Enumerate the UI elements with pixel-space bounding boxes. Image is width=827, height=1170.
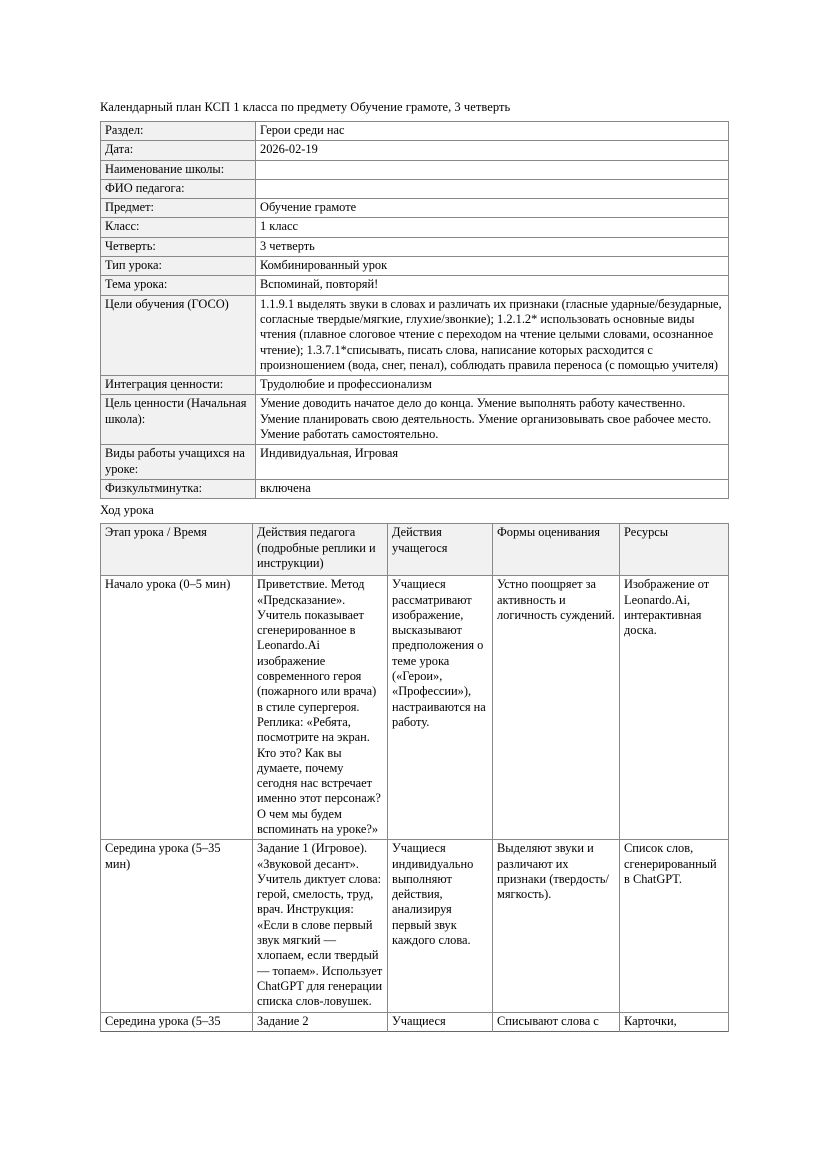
table-row <box>101 257 729 276</box>
page-title: Календарный план КСП 1 класса по предмету Обучение грамоте, 3 четверть <box>100 100 511 114</box>
info-label: ФИО педагога: <box>101 179 256 198</box>
info-value: включена <box>256 479 729 498</box>
info-value: 1.1.9.1 выделять звуки в словах и различать их признаки (гласные ударные/безударные, согласные твердые/мягкие, глухие/звонкие); 1.2.1.2* использовать основные виды чтения (плавное слоговое чтение с переходом на чтение целыми словами, осознанное чтение); 1.3.7.1*списывать, писать слова, написание которых расходится с произношением (вода, снег, пенал), соблюдать правила переноса (с помощью учителя) <box>256 295 729 375</box>
info-label: Интеграция ценности: <box>101 376 256 395</box>
cell-assessment: Выделяют звуки и различают их признаки (твердость/мягкость). <box>493 840 620 1012</box>
cell-teacher-actions: Приветствие. Метод «Предсказание». Учитель показывает сгенерированное в Leonardo.Ai изображение современного героя (пожарного или врача) в стиле супергероя. Реплика: «Ребята, посмотрите на экран. Кто это? Как вы думаете, почему сегодня нас встречает именно этот персонаж? О чем мы будем вспоминать на уроке?» <box>253 576 388 840</box>
table-row <box>101 218 729 237</box>
table-row <box>101 199 729 218</box>
table-row <box>101 160 729 179</box>
info-table-body <box>101 122 729 499</box>
info-label: Тема урока: <box>101 276 256 295</box>
cell-stage: Середина урока (5–35 <box>101 1012 253 1031</box>
table-row <box>101 576 729 840</box>
lesson-flow-heading: Ход урока <box>100 503 154 518</box>
info-value <box>256 179 729 198</box>
info-value <box>256 160 729 179</box>
table-row <box>101 179 729 198</box>
cell-student-actions: Учащиеся <box>388 1012 493 1031</box>
info-value: 2026-02-19 <box>256 141 729 160</box>
info-value: Вспоминай, повторяй! <box>256 276 729 295</box>
info-value: Трудолюбие и профессионализм <box>256 376 729 395</box>
cell-teacher-actions: Задание 1 (Игровое). «Звуковой десант». Учитель диктует слова: герой, смелость, труд, врач. Инструкция: «Если в слове первый звук мягкий — хлопаем, если твердый — топаем». Использует ChatGPT для генерации списка слов-ловушек. <box>253 840 388 1012</box>
cell-assessment: Списывают слова с <box>493 1012 620 1031</box>
info-value: Обучение грамоте <box>256 199 729 218</box>
cell-stage: Середина урока (5–35 мин) <box>101 840 253 1012</box>
cell-resources: Карточки, <box>620 1012 729 1031</box>
info-value: 1 класс <box>256 218 729 237</box>
table-row <box>101 395 729 445</box>
info-value: 3 четверть <box>256 237 729 256</box>
lesson-flow-table <box>100 523 729 1032</box>
info-label: Виды работы учащихся на уроке: <box>101 445 256 480</box>
cell-resources: Изображение от Leonardo.Ai, интерактивная доска. <box>620 576 729 840</box>
info-value: Герои среди нас <box>256 122 729 141</box>
info-value: Умение доводить начатое дело до конца. Умение выполнять работу качественно. Умение планировать свою деятельность. Умение организовывать свое рабочее место. Умение работать самостоятельно. <box>256 395 729 445</box>
info-label: Тип урока: <box>101 257 256 276</box>
table-row <box>101 122 729 141</box>
table-row <box>101 1012 729 1031</box>
info-label: Дата: <box>101 141 256 160</box>
table-row <box>101 237 729 256</box>
info-label: Класс: <box>101 218 256 237</box>
cell-resources: Список слов, сгенерированный в ChatGPT. <box>620 840 729 1012</box>
table-row <box>101 479 729 498</box>
table-row <box>101 276 729 295</box>
lesson-info-table <box>100 121 729 499</box>
table-header-row <box>101 524 729 576</box>
table-row <box>101 445 729 480</box>
info-label: Предмет: <box>101 199 256 218</box>
table-row <box>101 376 729 395</box>
info-label: Физкультминутка: <box>101 479 256 498</box>
column-header-resources: Ресурсы <box>620 524 729 576</box>
info-label: Раздел: <box>101 122 256 141</box>
info-label: Цель ценности (Начальная школа): <box>101 395 256 445</box>
flow-table-head <box>101 524 729 576</box>
info-value: Комбинированный урок <box>256 257 729 276</box>
column-header-assessment: Формы оценивания <box>493 524 620 576</box>
flow-table-body <box>101 576 729 1032</box>
table-row <box>101 141 729 160</box>
cell-student-actions: Учащиеся индивидуально выполняют действия, анализируя первый звук каждого слова. <box>388 840 493 1012</box>
cell-stage: Начало урока (0–5 мин) <box>101 576 253 840</box>
column-header-student-actions: Действия учащегося <box>388 524 493 576</box>
cell-teacher-actions: Задание 2 <box>253 1012 388 1031</box>
cell-student-actions: Учащиеся рассматривают изображение, высказывают предположения о теме урока («Герои», «Профессии»), настраиваются на работу. <box>388 576 493 840</box>
column-header-stage: Этап урока / Время <box>101 524 253 576</box>
info-label: Цели обучения (ГОСО) <box>101 295 256 375</box>
cell-assessment: Устно поощряет за активность и логичность суждений. <box>493 576 620 840</box>
info-label: Четверть: <box>101 237 256 256</box>
table-row <box>101 840 729 1012</box>
info-value: Индивидуальная, Игровая <box>256 445 729 480</box>
table-row <box>101 295 729 375</box>
column-header-teacher-actions: Действия педагога (подробные реплики и инструкции) <box>253 524 388 576</box>
info-label: Наименование школы: <box>101 160 256 179</box>
